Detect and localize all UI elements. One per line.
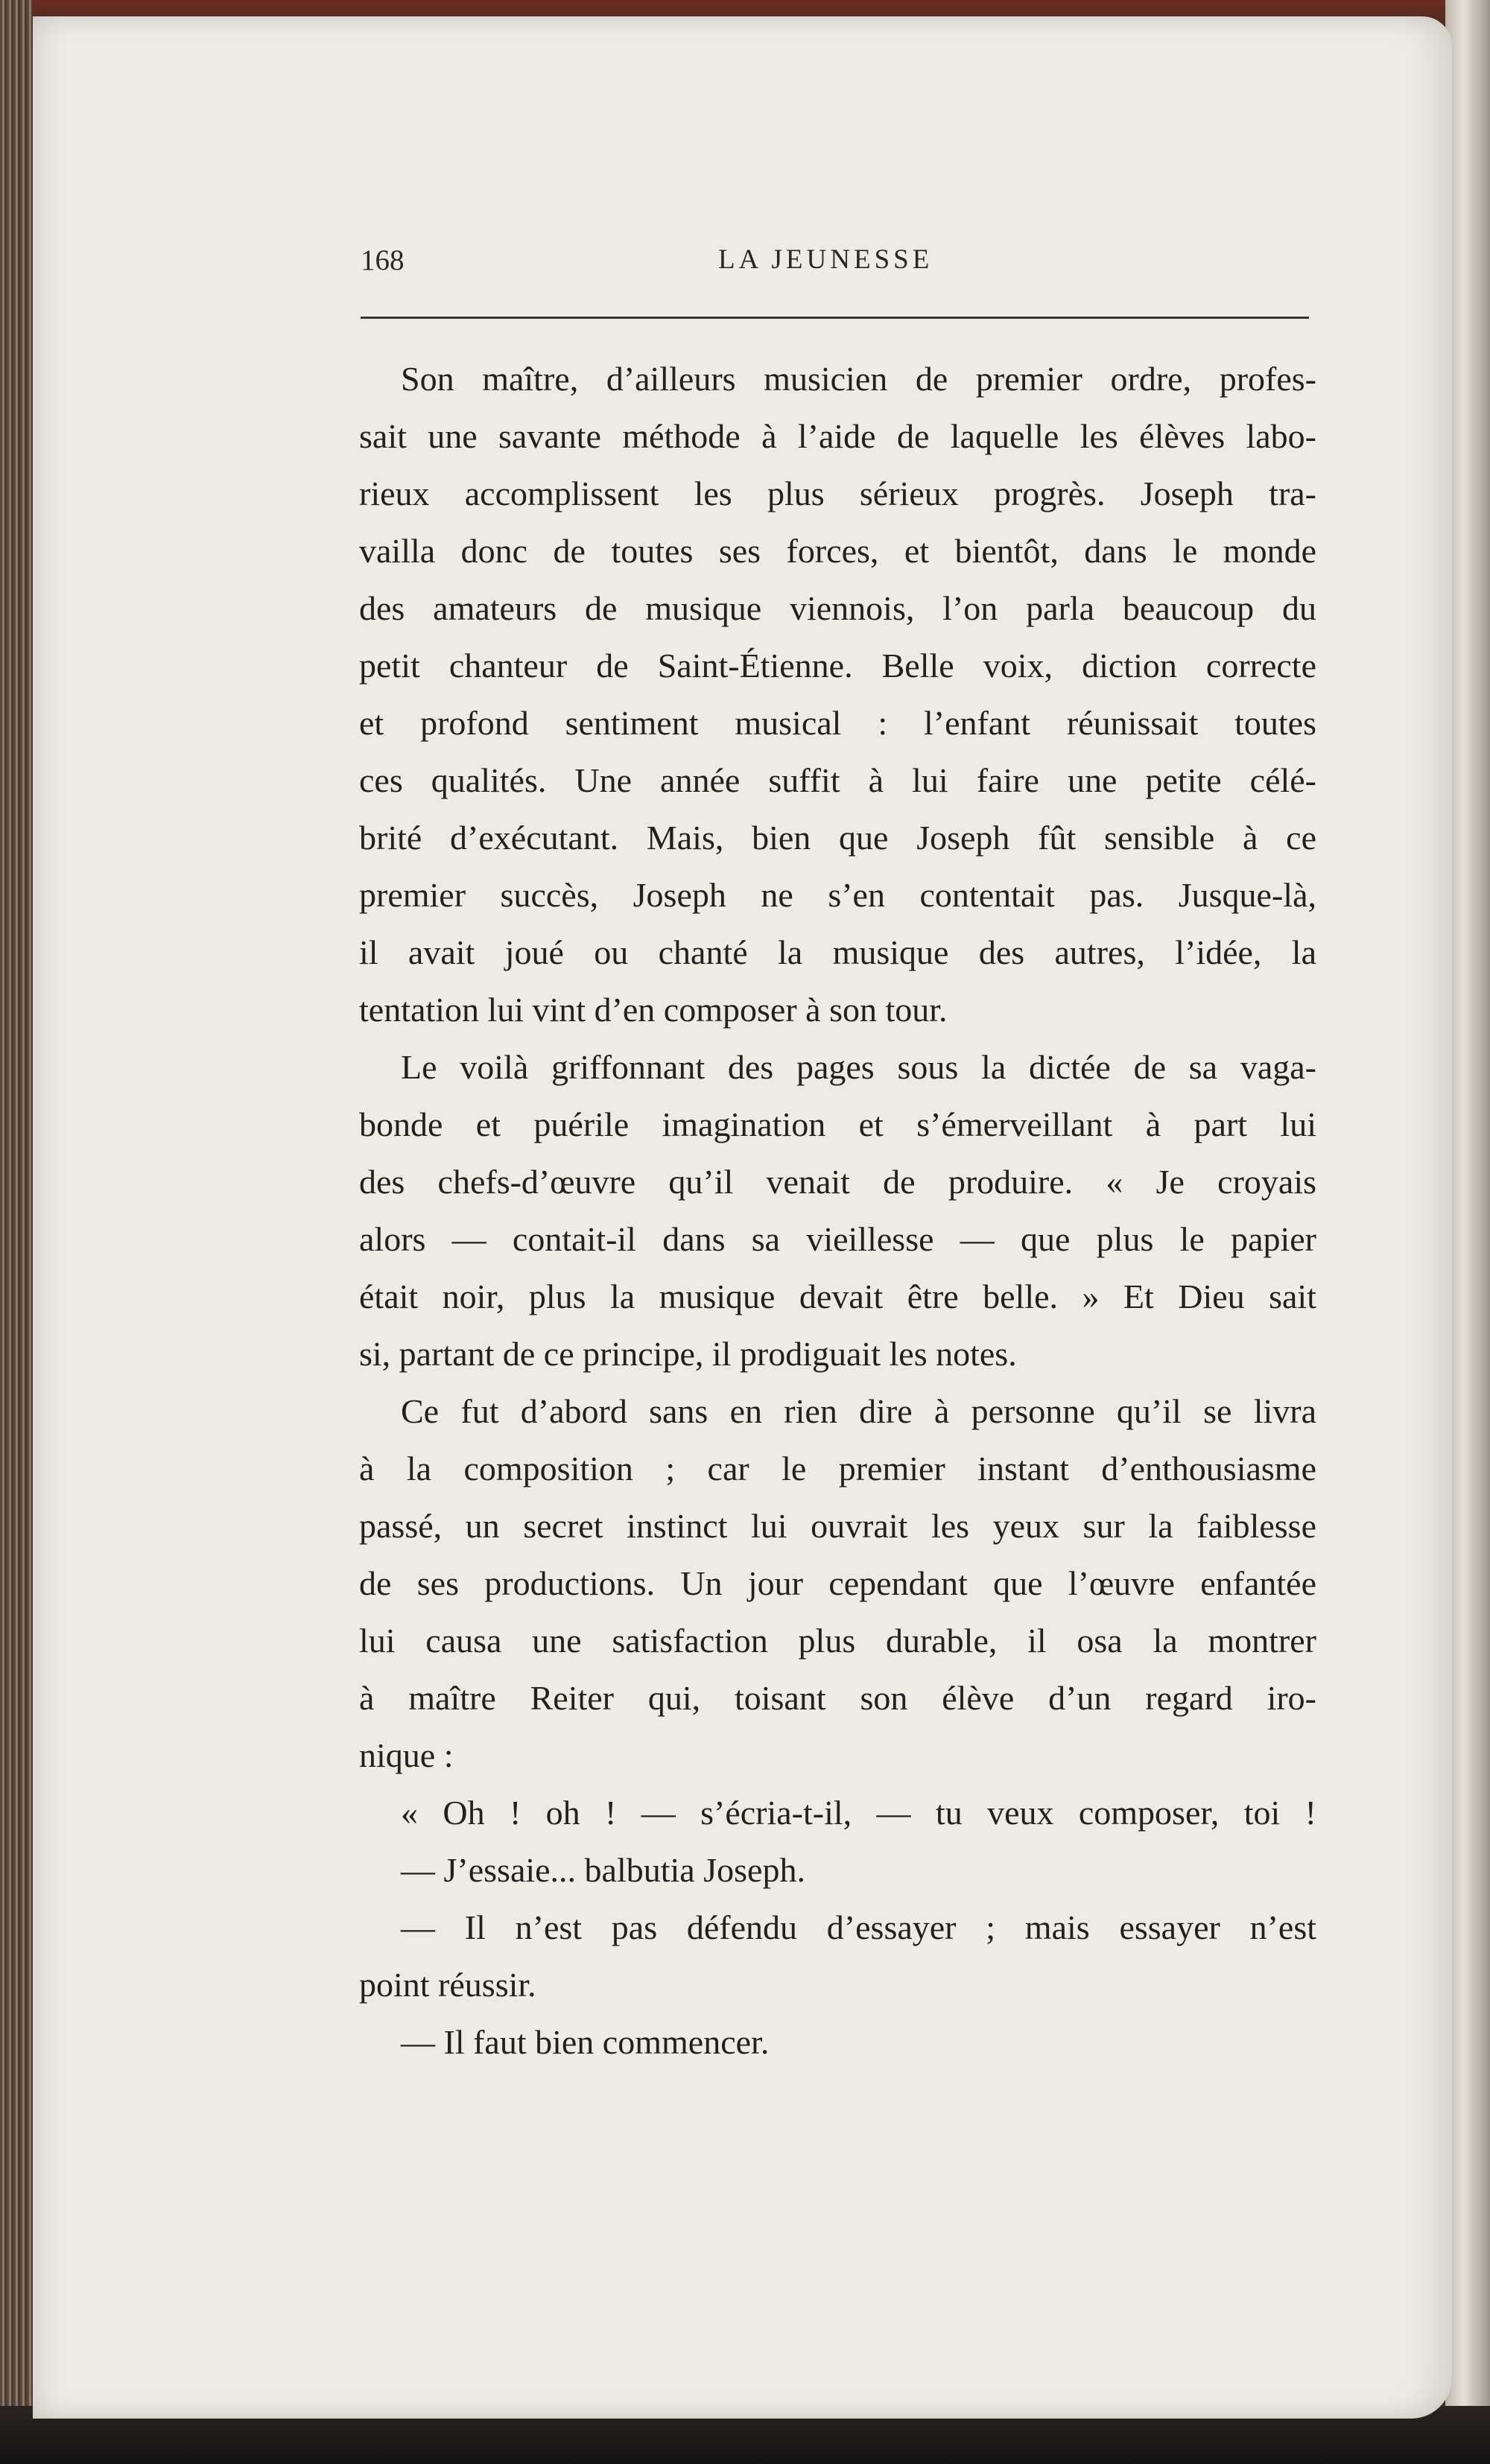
text-line: alors — contait-il dans sa vieillesse — que plus le papier — [359, 1220, 1316, 1258]
text-line: des amateurs de musique viennois, l’on parla beaucoup du — [359, 589, 1316, 627]
text-line: il avait joué ou chanté la musique des autres, l’idée, la — [359, 933, 1316, 971]
text-line: de ses productions. Un jour cependant que l’œuvre enfantée — [359, 1564, 1316, 1602]
text-line: et profond sentiment musical : l’enfant réunissait toutes — [359, 704, 1316, 742]
text-line: « Oh ! oh ! — s’écria-t-il, — tu veux composer, toi ! — [401, 1794, 1316, 1832]
text-line: lui causa une satisfaction plus durable, il osa la montrer — [359, 1622, 1316, 1660]
text-line: bonde et puérile imagination et s’émerveillant à part lui — [359, 1105, 1316, 1143]
header-rule — [361, 317, 1309, 319]
text-line: — Il faut bien commencer. — [401, 2023, 770, 2061]
text-line: point réussir. — [359, 1966, 536, 2004]
text-line: Ce fut d’abord sans en rien dire à personne qu’il se livra — [401, 1392, 1316, 1430]
page-number: 168 — [361, 244, 405, 276]
text-line: petit chanteur de Saint-Étienne. Belle voix, diction correcte — [359, 647, 1316, 685]
text-line: — Il n’est pas défendu d’essayer ; mais essayer n’est — [401, 1908, 1316, 1946]
running-title: LA JEUNESSE — [718, 244, 933, 275]
text-line: passé, un secret instinct lui ouvrait les yeux sur la faiblesse — [359, 1507, 1316, 1545]
text-line: Son maître, d’ailleurs musicien de premier ordre, profes- — [401, 360, 1316, 398]
text-line: était noir, plus la musique devait être belle. » Et Dieu sait — [359, 1277, 1316, 1315]
text-line: premier succès, Joseph ne s’en contentait pas. Jusque-là, — [359, 876, 1316, 914]
text-line: des chefs-d’œuvre qu’il venait de produire. « Je croyais — [359, 1163, 1316, 1201]
text-line: à la composition ; car le premier instant d’enthousiasme — [359, 1449, 1316, 1487]
text-line: sait une savante méthode à l’aide de laquelle les élèves labo- — [359, 417, 1316, 455]
text-line: rieux accomplissent les plus sérieux progrès. Joseph tra- — [359, 474, 1316, 512]
text-line: — J’essaie... balbutia Joseph. — [401, 1851, 805, 1889]
running-head — [361, 244, 1309, 284]
text-line: à maître Reiter qui, toisant son élève d’un regard iro- — [359, 1679, 1316, 1717]
book-spine — [0, 0, 33, 2464]
text-line: tentation lui vint d’en composer à son tour. — [359, 991, 948, 1029]
page-stack-edge — [1445, 0, 1490, 2464]
text-line: Le voilà griffonnant des pages sous la dictée de sa vaga- — [401, 1048, 1316, 1086]
text-line: vailla donc de toutes ses forces, et bientôt, dans le monde — [359, 532, 1316, 570]
text-line: brité d’exécutant. Mais, bien que Joseph fût sensible à ce — [359, 819, 1316, 857]
body-text — [359, 350, 1316, 2071]
text-line: ces qualités. Une année suffit à lui faire une petite célé- — [359, 761, 1316, 799]
text-line: nique : — [359, 1736, 454, 1774]
text-line: si, partant de ce principe, il prodiguait les notes. — [359, 1335, 1017, 1373]
